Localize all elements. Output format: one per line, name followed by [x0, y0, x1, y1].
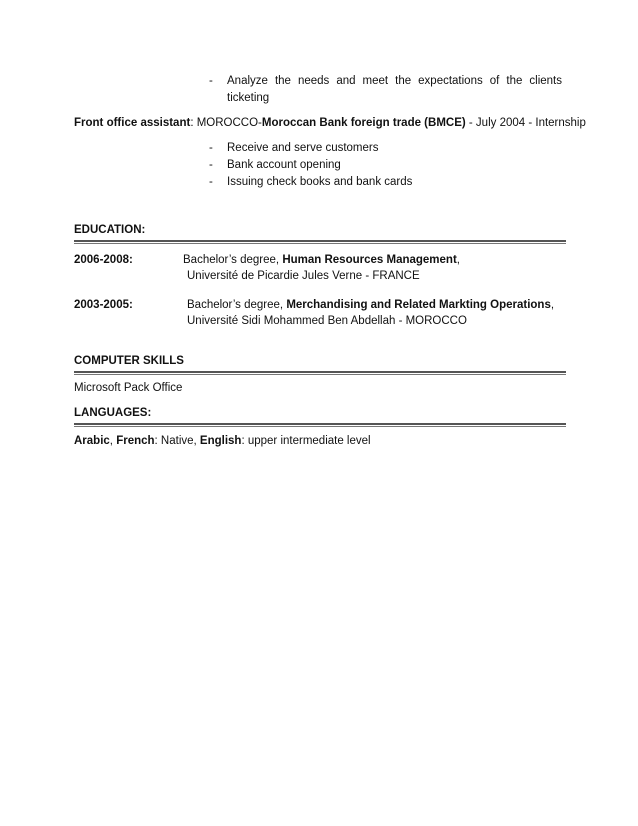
- language-level: : upper intermediate level: [241, 435, 371, 447]
- section-heading-computer-skills: COMPUTER SKILLS: [74, 355, 184, 367]
- bullet-dash: -: [209, 159, 213, 171]
- bullet-text: Receive and serve customers: [227, 142, 379, 154]
- education-school: Université Sidi Mohammed Ben Abdellah - MOROCCO: [187, 315, 467, 327]
- section-heading-education: EDUCATION:: [74, 224, 146, 236]
- bullet-dash: -: [209, 176, 213, 188]
- bullet-text: Issuing check books and bank cards: [227, 176, 413, 188]
- job-dates: - July 2004 - Internship: [465, 117, 586, 129]
- language-separator: ,: [109, 435, 117, 447]
- bullet-text: Analyze the needs and meet the expectations of the clients: [227, 75, 562, 87]
- language-name: French: [116, 435, 155, 447]
- degree-suffix: ,: [456, 254, 460, 266]
- education-degree: [183, 254, 460, 266]
- job-company: Moroccan Bank foreign trade (BMCE): [261, 117, 466, 129]
- language-name: English: [199, 435, 242, 447]
- degree-suffix: ,: [550, 299, 555, 311]
- section-divider: [74, 371, 566, 375]
- languages-line: [74, 435, 371, 447]
- degree-prefix: Bachelor’s degree,: [187, 299, 287, 311]
- job-title-line: [74, 117, 586, 129]
- bullet-dash: -: [209, 142, 213, 154]
- section-heading-languages: LANGUAGES:: [74, 407, 152, 419]
- education-years: 2006-2008:: [74, 254, 133, 266]
- degree-prefix: Bachelor’s degree,: [183, 254, 283, 266]
- bullet-text-continued: ticketing: [227, 92, 270, 104]
- language-name: Arabic: [74, 435, 110, 447]
- degree-field: Merchandising and Related Markting Operations: [286, 299, 551, 311]
- language-level: : Native,: [154, 435, 200, 447]
- education-school: Université de Picardie Jules Verne - FRANCE: [187, 270, 420, 282]
- job-location: : MOROCCO-: [190, 117, 262, 129]
- computer-skills-text: Microsoft Pack Office: [74, 382, 183, 394]
- bullet-dash: -: [209, 75, 213, 87]
- section-divider: [74, 240, 566, 244]
- section-divider: [74, 423, 566, 427]
- job-role: Front office assistant: [74, 117, 191, 129]
- education-degree: [187, 299, 554, 311]
- bullet-text: Bank account opening: [227, 159, 341, 171]
- degree-field: Human Resources Management: [282, 254, 457, 266]
- education-years: 2003-2005:: [74, 299, 133, 311]
